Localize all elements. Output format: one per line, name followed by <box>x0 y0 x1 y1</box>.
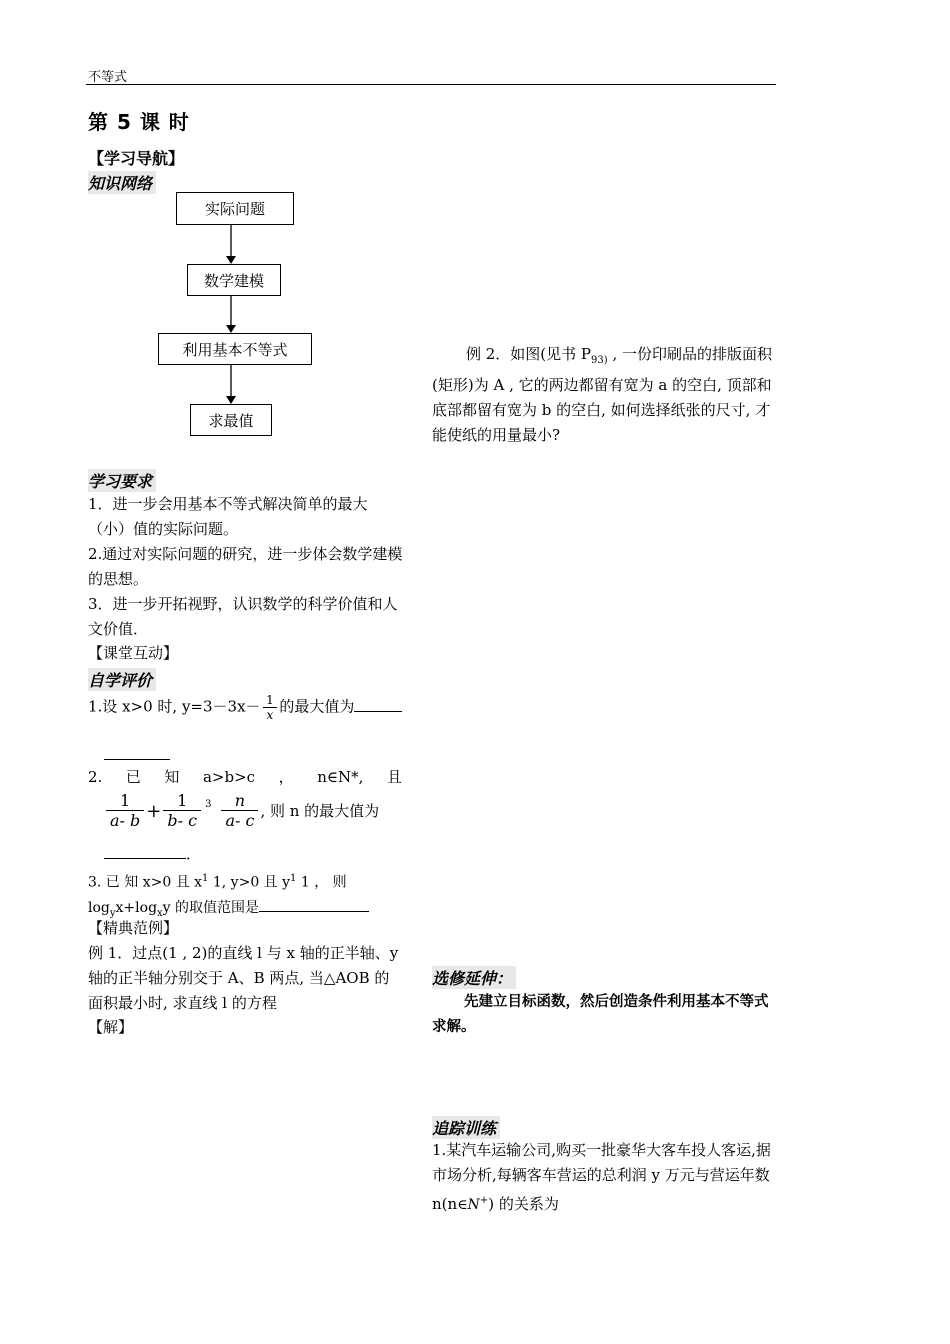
extension-heading: 选修延伸： <box>432 966 516 989</box>
flow-box-find-extremum: 求最值 <box>190 404 272 436</box>
question-3: 3. 已 知 x>0 且 $x^1$ 1, y>0 且 $y^1$ 1 ， 则 $\log_yx+\log_xy$ 的取值范围是 <box>88 866 404 925</box>
question-1: 1.设 x>0 时, y=3－3x－ $\frac{1}{x}$ 的最大值为 <box>88 693 408 722</box>
answer-blank[interactable] <box>259 897 369 912</box>
example-1: 例 1．过点(1 , 2)的直线 l 与 x 轴的正半轴、y 轴的正半轴分别交于 A、B 两点, 当△AOB 的面积最小时, 求直线 l 的方程 <box>88 944 399 1012</box>
fraction-1-over-a-minus-b: $\frac{1}{a- b}$ <box>106 792 144 831</box>
question-2-line-1: 2. 已 知 a>b>c ， n∈N*, 且 <box>88 768 402 786</box>
requirement-item: 1．进一步会用基本不等式解决简单的最大（小）值的实际问题。 <box>88 495 368 538</box>
requirements-list <box>88 492 404 642</box>
requirement-item: 2.通过对实际问题的研究，进一步体会数学建模的思想。 <box>88 545 403 588</box>
flow-box-basic-inequality: 利用基本不等式 <box>158 333 312 365</box>
question-2-line-2: $\frac{1}{a- b}$ + $\frac{1}{b- c}$ 3 $\frac{n}{a- c}$ , 则 n 的最大值为 <box>104 792 414 831</box>
header-title: 不等式 <box>88 70 128 85</box>
flow-box-actual-problem: 实际问题 <box>176 192 294 225</box>
fraction-1-over-x: $\frac{1}{x}$ <box>263 693 278 722</box>
fraction-n-over-a-minus-c: $\frac{n}{a- c}$ <box>221 792 258 831</box>
flow-arrow-3 <box>225 365 237 405</box>
question-2-blank-line: ． <box>104 842 201 867</box>
self-eval-heading: 自学评价 <box>88 668 156 691</box>
answer-blank-continued[interactable] <box>104 745 170 760</box>
tracking-heading: 追踪训练 <box>432 1116 500 1139</box>
flow-arrow-1 <box>225 225 237 265</box>
header-divider <box>86 84 776 85</box>
tracking-question-1: 1.某汽车运输公司,购买一批豪华大客车投人客运,据市场分析,每辆客车营运的总利润 y 万元与营运年数 n(n∈N+) 的关系为 <box>432 1141 771 1213</box>
flow-box-math-modeling: 数学建模 <box>187 264 281 296</box>
example-2: 例 2．如图(见书 $P_{93)}$ , 一份印刷品的排版面积(矩形)为 A , 它的两边都留有宽为 a 的空白, 顶部和底部都留有宽为 b 的空白, 如何选择纸张的尺寸, 才能使纸的用量最小? <box>432 345 772 444</box>
flow-arrow-2 <box>225 296 237 334</box>
requirements-heading: 学习要求 <box>88 469 156 492</box>
extension-text: 先建立目标函数，然后创造条件利用基本不等式求解。 <box>432 994 769 1035</box>
requirement-item: 3．进一步开拓视野，认识数学的科学价值和人文价值． <box>88 595 398 638</box>
answer-blank[interactable] <box>354 697 402 712</box>
lesson-title: 第 5 课 时 <box>88 110 190 134</box>
classroom-heading: 【课堂互动】 <box>88 644 179 662</box>
fraction-1-over-b-minus-c: $\frac{1}{b- c}$ <box>163 792 201 831</box>
navigation-heading: 【学习导航】 <box>88 149 185 168</box>
examples-heading: 【精典范例】 <box>88 919 179 937</box>
example-1-solution: 【解】 <box>88 1018 134 1036</box>
knowledge-network-heading: 知识网络 <box>88 171 156 194</box>
answer-blank[interactable] <box>104 844 186 859</box>
